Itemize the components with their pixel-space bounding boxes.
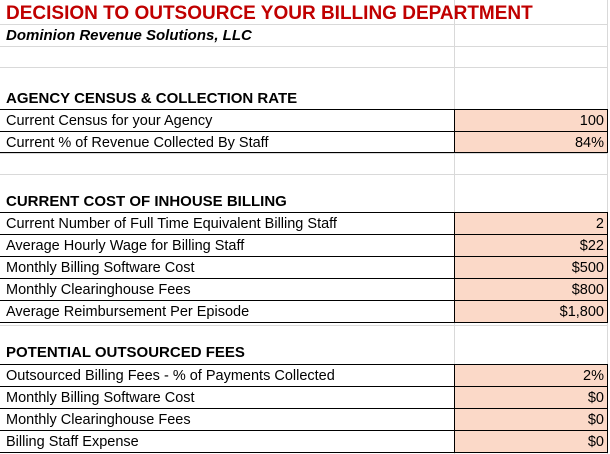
column-border <box>607 109 608 153</box>
row-border <box>0 452 607 453</box>
row-gridline <box>0 67 607 68</box>
row-label: Billing Staff Expense <box>6 433 139 450</box>
table-row[interactable] <box>0 257 610 278</box>
sheet-title[interactable]: DECISION TO OUTSOURCE YOUR BILLING DEPARTMENT <box>6 3 533 24</box>
input-cell[interactable]: 2 <box>454 213 607 234</box>
input-cell[interactable]: $1,800 <box>454 301 607 322</box>
table-row[interactable] <box>0 301 610 322</box>
column-border <box>607 364 608 453</box>
column-border <box>454 364 455 453</box>
row-label: Current Number of Full Time Equivalent Billing Staff <box>6 215 337 232</box>
table-row[interactable] <box>0 213 610 234</box>
row-label: Current % of Revenue Collected By Staff <box>6 134 269 151</box>
row-gridline <box>0 174 607 175</box>
row-label: Monthly Clearinghouse Fees <box>6 281 191 298</box>
row-border <box>0 152 607 153</box>
table-row[interactable] <box>0 387 610 408</box>
table-row[interactable] <box>0 409 610 430</box>
row-label: Monthly Clearinghouse Fees <box>6 411 191 428</box>
row-gridline <box>0 325 607 326</box>
row-gridline <box>0 46 607 47</box>
table-row[interactable] <box>0 279 610 300</box>
table-row[interactable] <box>0 365 610 386</box>
input-cell[interactable]: $0 <box>454 387 607 408</box>
row-label: Monthly Billing Software Cost <box>6 259 195 276</box>
input-cell[interactable]: 2% <box>454 365 607 386</box>
table-row[interactable] <box>0 110 610 131</box>
input-cell[interactable]: 84% <box>454 132 607 153</box>
column-border <box>454 212 455 323</box>
input-cell[interactable]: $800 <box>454 279 607 300</box>
row-border <box>0 322 607 323</box>
row-label: Average Hourly Wage for Billing Staff <box>6 237 245 254</box>
table-row[interactable] <box>0 235 610 256</box>
input-cell[interactable]: $500 <box>454 257 607 278</box>
column-border <box>454 109 455 153</box>
section-heading-census[interactable]: AGENCY CENSUS & COLLECTION RATE <box>6 90 298 107</box>
section-heading-outsourced[interactable]: POTENTIAL OUTSOURCED FEES <box>6 344 245 361</box>
input-cell[interactable]: $0 <box>454 409 607 430</box>
input-cell[interactable]: 100 <box>454 110 607 131</box>
table-row[interactable] <box>0 132 610 153</box>
input-cell[interactable]: $0 <box>454 431 607 452</box>
sheet-subtitle[interactable]: Dominion Revenue Solutions, LLC <box>6 27 252 44</box>
row-gridline <box>0 153 607 154</box>
row-label: Monthly Billing Software Cost <box>6 389 195 406</box>
row-label: Average Reimbursement Per Episode <box>6 303 250 320</box>
input-cell[interactable]: $22 <box>454 235 607 256</box>
row-label: Current Census for your Agency <box>6 112 213 129</box>
column-border <box>607 212 608 323</box>
table-row[interactable] <box>0 431 610 452</box>
section-heading-inhouse[interactable]: CURRENT COST OF INHOUSE BILLING <box>6 193 287 210</box>
row-label: Outsourced Billing Fees - % of Payments Collected <box>6 367 335 384</box>
